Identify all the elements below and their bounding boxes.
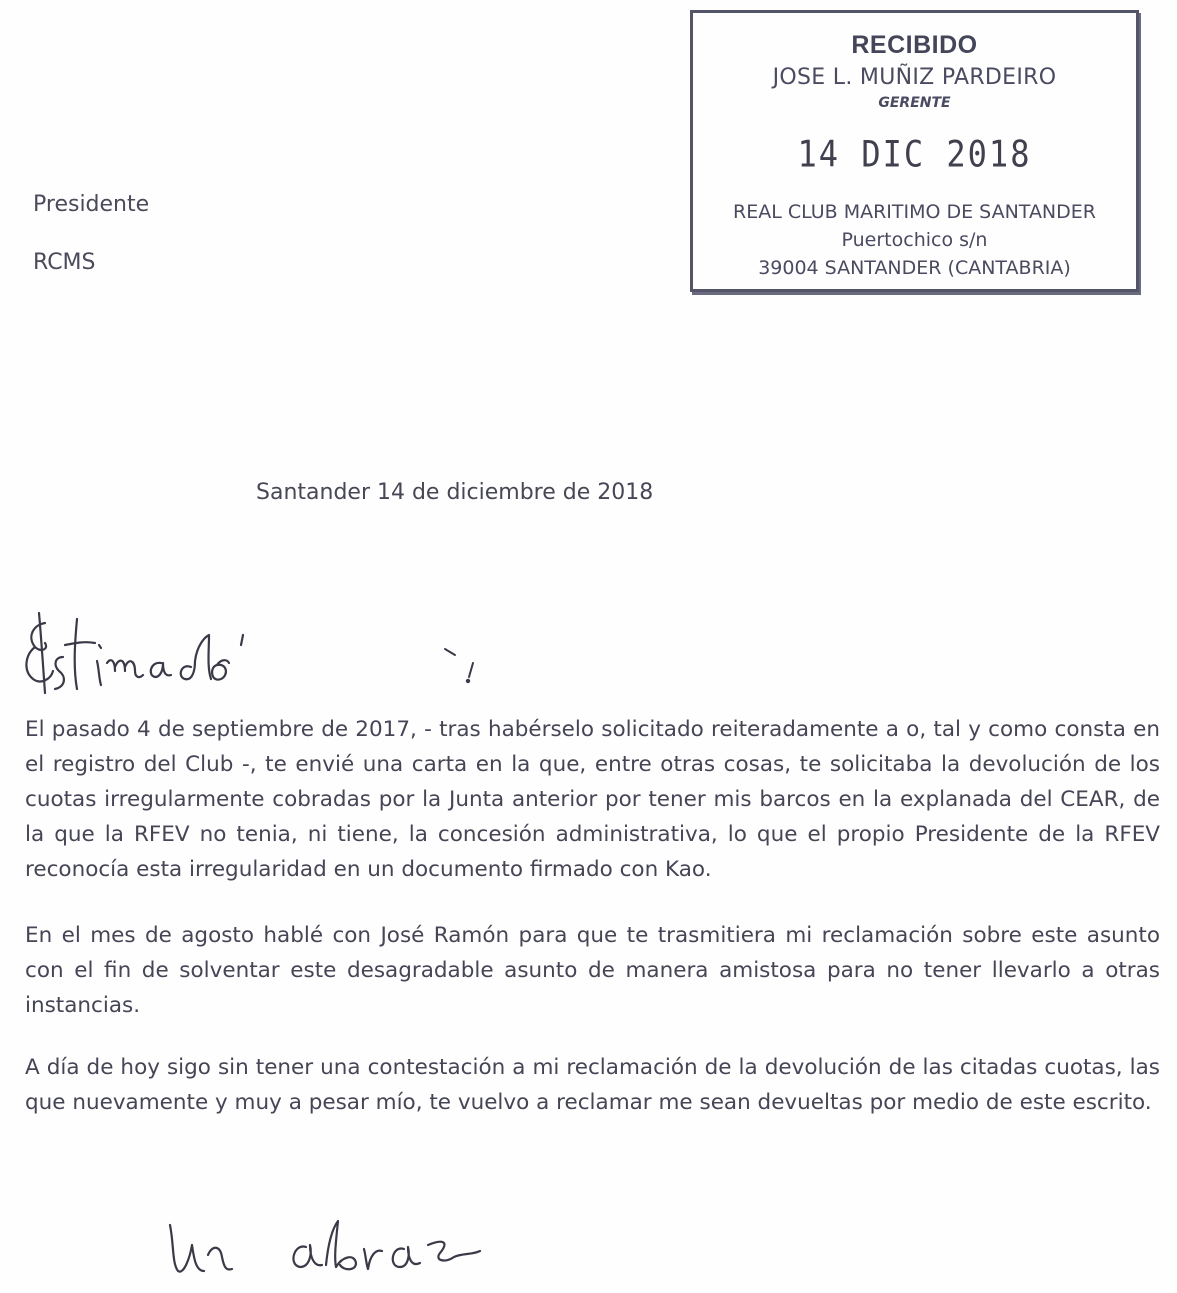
- handwritten-salutation: [15, 605, 495, 705]
- stamp-club: REAL CLUB MARITIMO DE SANTANDER: [733, 201, 1096, 223]
- stamp-role: GERENTE: [878, 95, 951, 111]
- stamp-name: JOSE L. MUÑIZ PARDEIRO: [772, 65, 1057, 90]
- body-paragraph-2: En el mes de agosto hablé con José Ramón para que te trasmitiera mi reclamación sobre este asunto con el fin de solventar este desagradable asunto de manera amistosa para no tener llevarlo a otras instancias.: [25, 923, 1160, 1018]
- addressee-title: Presidente: [33, 192, 150, 217]
- stamp-city: 39004 SANTANDER (CANTABRIA): [758, 257, 1071, 279]
- date-line: Santander 14 de diciembre de 2018: [256, 480, 654, 505]
- stamp-date: 14 DIC 2018: [797, 132, 1032, 176]
- body-paragraph-1: El pasado 4 de septiembre de 2017, - tras habérselo solicitado reiteradamente a o, tal y como consta en el registro del Club -, te envié una carta en la que, entre otras cosas, te solicitaba la devolución de los cuotas irregularmente cobradas por la Junta anterior por tener mis barcos en la explanada del CEAR, de la que la RFEV no tenia, ni tiene, la concesión administrativa, lo que el propio Presidente de la RFEV reconocía esta irregularidad en un documento firmado con Kao.: [25, 717, 1160, 882]
- handwritten-closing: [150, 1205, 510, 1285]
- addressee-organization: RCMS: [33, 250, 96, 275]
- body-paragraph-3: A día de hoy sigo sin tener una contestación a mi reclamación de la devolución de las citadas cuotas, las que nuevamente y muy a pesar mío, te vuelvo a reclamar me sean devueltas por medio de este escrito.: [25, 1055, 1160, 1115]
- stamp-title: RECIBIDO: [851, 31, 978, 59]
- stamp-street: Puertochico s/n: [841, 229, 988, 251]
- received-stamp: [690, 10, 1139, 292]
